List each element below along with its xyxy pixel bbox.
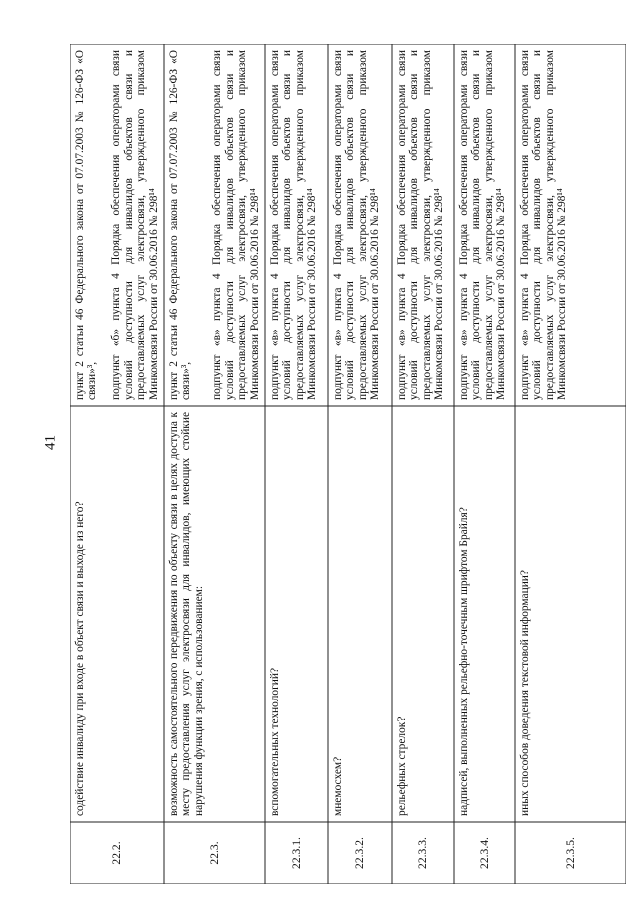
question-text: надписей, выполненных рельефно-точечным шрифтом Брайля? bbox=[458, 507, 470, 816]
legal-reference: подпункт «в» пункта 4 Порядка обеспечения операторами связи условий доступности для инвалидов объектов связи и предоставляемых услуг электросвязи, утвержденного приказом Минкомсвязи России от 30.06.2016 № 298¹⁴ bbox=[269, 50, 319, 400]
row-number: 22.3.2. bbox=[353, 837, 366, 869]
row-legal-references bbox=[396, 50, 450, 400]
row-legal-references bbox=[332, 50, 388, 400]
row-question bbox=[519, 412, 622, 816]
row-number: 22.3.5. bbox=[563, 837, 577, 869]
row-legal-references bbox=[269, 50, 324, 400]
row-number: 22.2. bbox=[110, 841, 123, 865]
legal-reference: пункт 2 статьи 46 Федерального закона от 07.07.2003 № 126-ФЗ «О связи»³, bbox=[168, 50, 193, 400]
row-question bbox=[458, 412, 511, 816]
row-legal-references bbox=[519, 50, 622, 400]
question-text: рельефных стрелок? bbox=[396, 716, 408, 816]
legal-reference: пункт 2 статьи 46 Федерального закона от 07.07.2003 № 126-ФЗ «О связи»³, bbox=[74, 50, 99, 400]
row-question bbox=[168, 412, 261, 816]
row-legal-references bbox=[458, 50, 511, 400]
legal-reference: подпункт «б» пункта 4 Порядка обеспечения операторами связи условий доступности для инвалидов объектов связи и предоставляемых услуг электросвязи, утвержденного приказом Минкомсвязи России от 30.06.2016 № 298¹⁴ bbox=[110, 50, 160, 400]
row-question bbox=[396, 412, 450, 816]
checklist-table bbox=[70, 44, 626, 884]
row-number: 22.3.1. bbox=[289, 837, 303, 869]
row-question bbox=[269, 412, 324, 816]
row-legal-references bbox=[168, 50, 261, 400]
row-number: 22.3.3. bbox=[416, 837, 429, 869]
row-legal-references bbox=[74, 50, 160, 400]
legal-reference: подпункт «в» пункта 4 Порядка обеспечения операторами связи условий доступности для инвалидов объектов связи и предоставляемых услуг электросвязи, утвержденного приказом Минкомсвязи России от 30.06.2016 № 298¹⁴ bbox=[211, 50, 261, 400]
question-text: иных способов доведения текстовой информации? bbox=[519, 570, 531, 816]
row-number: 22.3.4. bbox=[477, 837, 491, 869]
question-text: вспомогательных технологий? bbox=[269, 668, 281, 816]
page-number: 41 bbox=[42, 435, 59, 450]
legal-reference: подпункт «в» пункта 4 Порядка обеспечения операторами связи условий доступности для инвалидов объектов связи и предоставляемых услуг электросвязи, утвержденного приказом Минкомсвязи России от 30.06.2016 № 298¹⁴ bbox=[332, 50, 382, 400]
row-question bbox=[332, 412, 388, 816]
legal-reference: подпункт «в» пункта 4 Порядка обеспечения операторами связи условий доступности для инвалидов объектов связи и предоставляемых услуг электросвязи, утвержденного приказом Минкомсвязи России от 30.06.2016 № 298¹⁴ bbox=[396, 50, 446, 400]
question-text: содействие инвалиду при входе в объект связи и выходе из него? bbox=[74, 501, 86, 816]
legal-reference: подпункт «в» пункта 4 Порядка обеспечения операторами связи условий доступности для инвалидов объектов связи и предоставляемых услуг электросвязи, утвержденного приказом Минкомсвязи России от 30.06.2016 № 298¹⁴ bbox=[458, 50, 508, 400]
row-number: 22.3. bbox=[207, 841, 221, 865]
question-text: мнемосхем? bbox=[332, 756, 344, 816]
legal-reference: подпункт «в» пункта 4 Порядка обеспечения операторами связи условий доступности для инвалидов объектов связи и предоставляемых услуг электросвязи, утвержденного приказом Минкомсвязи России от 30.06.2016 № 298¹⁴ bbox=[519, 50, 569, 400]
question-text: возможность самостоятельного передвижения по объекту связи в целях доступа к месту предоставления услуг электросвязи для инвалидов, имеющих стойкие нарушения функции зрения, с использованием: bbox=[168, 412, 205, 816]
row-question bbox=[74, 412, 160, 816]
